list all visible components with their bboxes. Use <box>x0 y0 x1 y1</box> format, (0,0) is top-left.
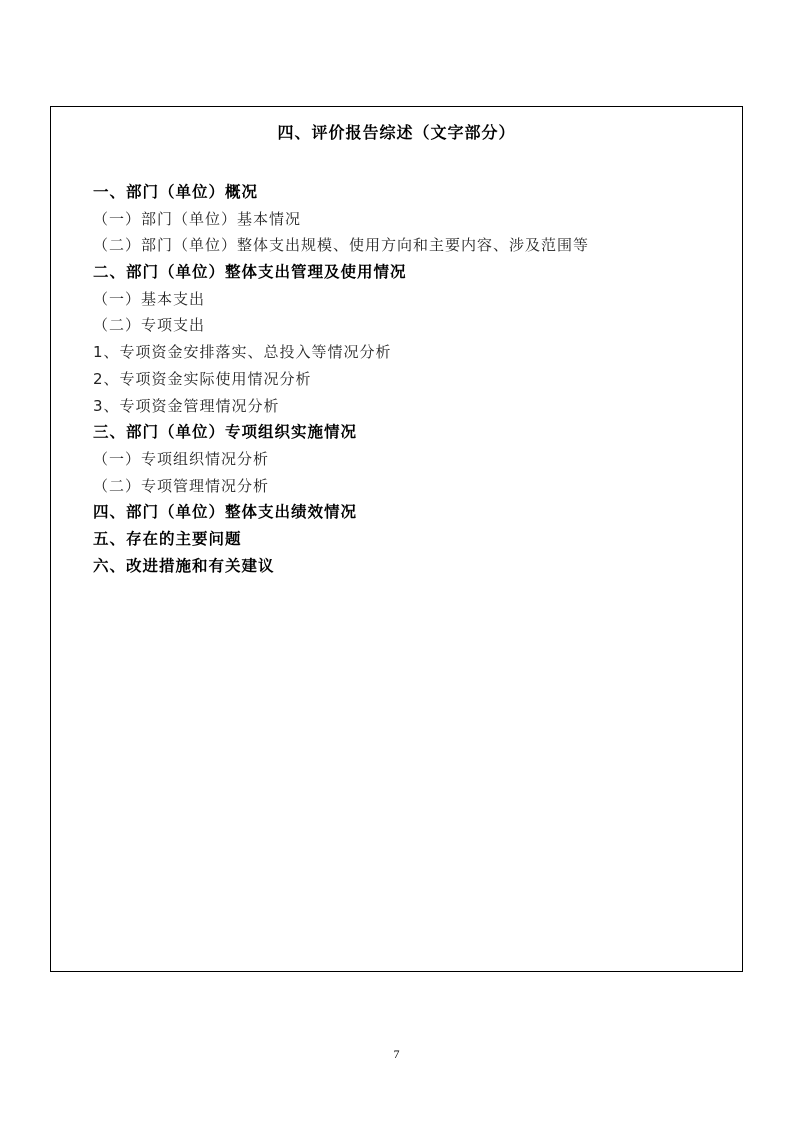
outline-item: （一）部门（单位）基本情况 <box>93 209 302 228</box>
outline-item: 1、专项资金安排落实、总投入等情况分析 <box>93 343 392 362</box>
outline-list <box>93 179 589 579</box>
outline-item: （二）专项管理情况分析 <box>93 476 270 495</box>
section-title: 四、评价报告综述（文字部分） <box>277 123 516 142</box>
outline-item: 3、专项资金管理情况分析 <box>93 396 280 415</box>
page-number: 7 <box>393 1047 400 1061</box>
outline-item: 四、部门（单位）整体支出绩效情况 <box>93 503 358 522</box>
outline-item: （一）基本支出 <box>93 289 206 308</box>
outline-item: （二）专项支出 <box>93 316 206 335</box>
report-summary-box <box>50 106 743 972</box>
outline-item: （一）专项组织情况分析 <box>93 449 270 468</box>
outline-item: 2、专项资金实际使用情况分析 <box>93 369 312 388</box>
outline-item: 五、存在的主要问题 <box>93 529 242 548</box>
outline-item: 一、部门（单位）概况 <box>93 183 259 201</box>
outline-item: 六、改进措施和有关建议 <box>93 556 275 575</box>
outline-item: （二）部门（单位）整体支出规模、使用方向和主要内容、涉及范围等 <box>93 236 590 255</box>
outline-item: 二、部门（单位）整体支出管理及使用情况 <box>93 263 407 282</box>
outline-item: 三、部门（单位）专项组织实施情况 <box>93 423 358 442</box>
